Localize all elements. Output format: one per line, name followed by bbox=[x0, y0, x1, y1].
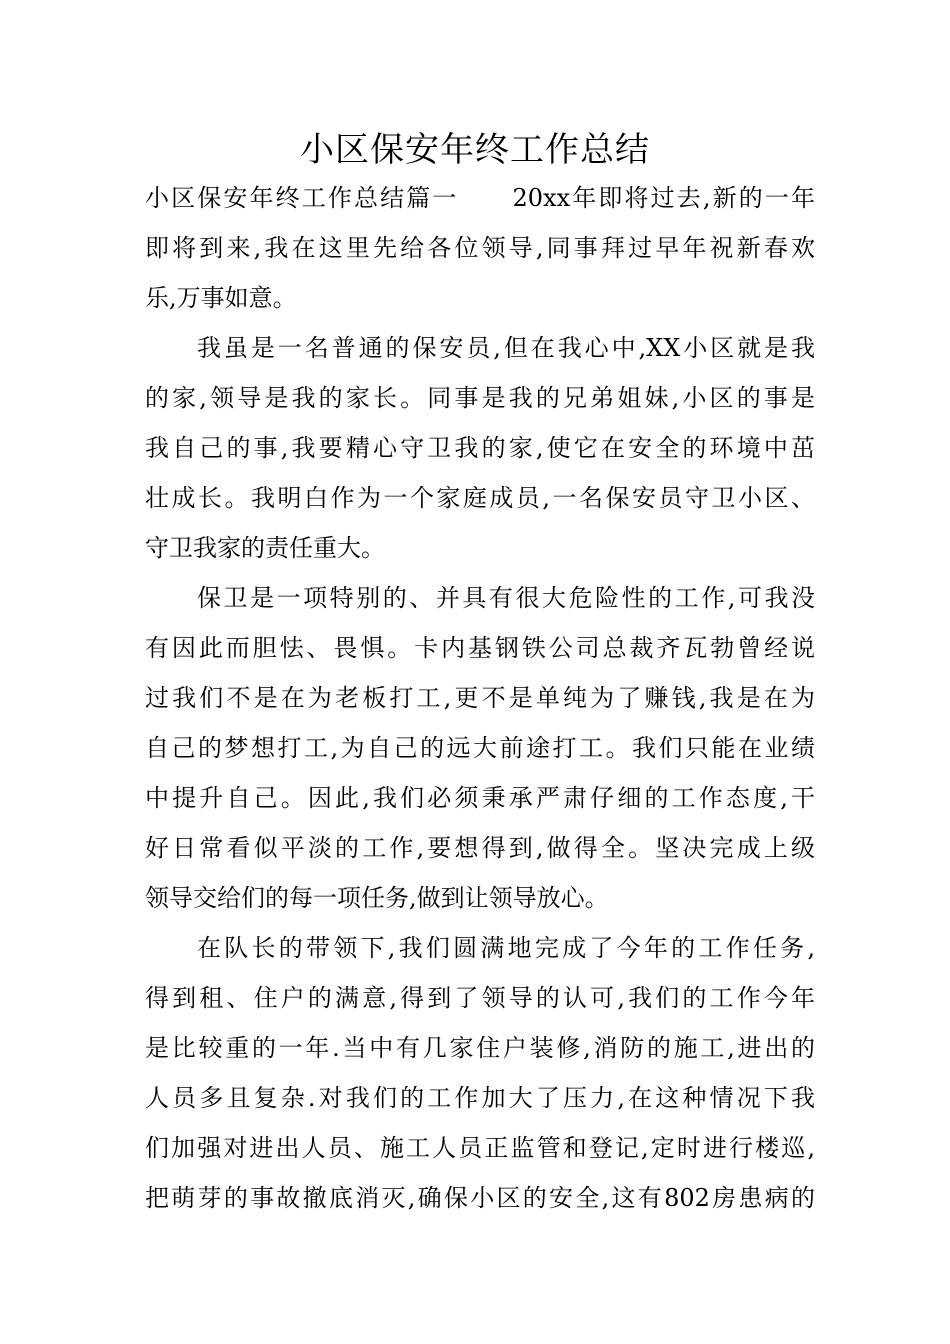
paragraph-2-line-1: 我虽是一名普通的保安员,但在我心中,XX小区就是我 bbox=[197, 334, 815, 362]
paragraph-2-line-2: 的家,领导是我的家长。同事是我的兄弟姐妹,小区的事是 bbox=[145, 384, 815, 412]
paragraph-4-line-2: 得到租、住户的满意,得到了领导的认可,我们的工作今年 bbox=[145, 984, 815, 1012]
text-line-1 bbox=[145, 173, 815, 223]
paragraph-3-line-1: 保卫是一项特别的、并具有很大危险性的工作,可我没 bbox=[197, 584, 815, 612]
paragraph-4-line-5: 们加强对进出人员、施工人员正监管和登记,定时进行楼巡, bbox=[145, 1134, 815, 1162]
paragraph-3-line-7: 领导交给们的每一项任务,做到让领导放心。 bbox=[145, 884, 609, 912]
text-line-2: 即将到来,我在这里先给各位领导,同事拜过早年祝新春欢 bbox=[145, 234, 815, 262]
paragraph-3-line-2: 有因此而胆怯、畏惧。卡内基钢铁公司总裁齐瓦勃曾经说 bbox=[145, 634, 815, 662]
paragraph-2-line-3: 我自己的事,我要精心守卫我的家,使它在安全的环境中茁 bbox=[145, 434, 815, 462]
paragraph-3-line-3: 过我们不是在为老板打工,更不是单纯为了赚钱,我是在为 bbox=[145, 684, 815, 712]
paragraph-2-line-4: 壮成长。我明白作为一个家庭成员,一名保安员守卫小区、 bbox=[145, 484, 815, 512]
paragraph-3-line-4: 自己的梦想打工,为自己的远大前途打工。我们只能在业绩 bbox=[145, 734, 815, 762]
paragraph-4-line-1: 在队长的带领下,我们圆满地完成了今年的工作任务, bbox=[197, 934, 815, 962]
section-heading: 小区保安年终工作总结篇一 bbox=[145, 184, 459, 212]
paragraph-4-line-6: 把萌芽的事故撤底消灭,确保小区的安全,这有802房患病的 bbox=[145, 1184, 815, 1212]
text-line-1-body: 20xx年即将过去,新的一年 bbox=[512, 184, 815, 212]
paragraph-3-line-5: 中提升自己。因此,我们必须秉承严肃仔细的工作态度,干 bbox=[145, 784, 815, 812]
text-line-3: 乐,万事如意。 bbox=[145, 284, 297, 312]
paragraph-3-line-6: 好日常看似平淡的工作,要想得到,做得全。坚决完成上级 bbox=[145, 834, 815, 862]
paragraph-4-line-4: 人员多且复杂.对我们的工作加大了压力,在这种情况下我 bbox=[145, 1084, 815, 1112]
page-title: 小区保安年终工作总结 bbox=[300, 130, 650, 170]
paragraph-2-line-5: 守卫我家的责任重大。 bbox=[145, 534, 385, 562]
paragraph-4-line-3: 是比较重的一年.当中有几家住户装修,消防的施工,进出的 bbox=[145, 1034, 815, 1062]
